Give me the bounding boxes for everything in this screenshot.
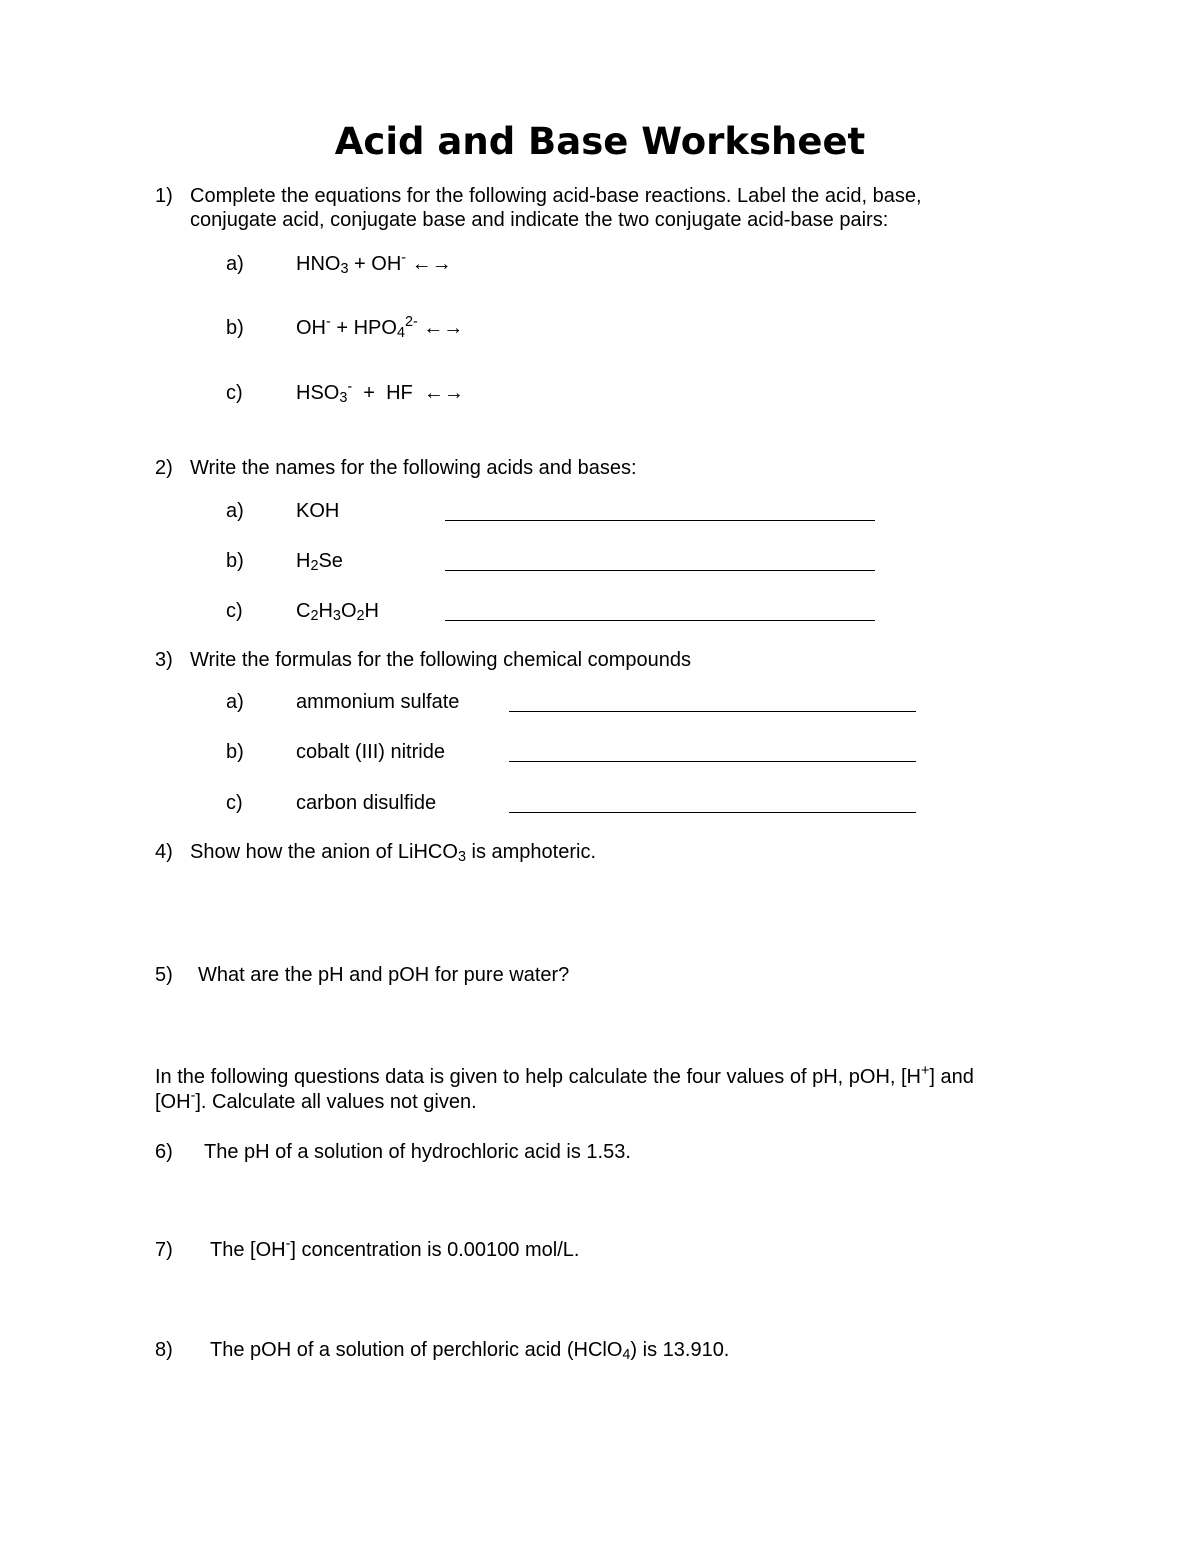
q3b-name: cobalt (III) nitride [296, 741, 445, 763]
q3c-label: c) [226, 792, 243, 814]
q1c-equation: $HSO_3^-$ + HF ←→ [296, 379, 464, 407]
q1c-label: c) [226, 382, 243, 404]
q2c-label: c) [226, 600, 243, 622]
q2a-label: a) [226, 500, 244, 522]
q3a-label: a) [226, 691, 244, 713]
q8-number: 8) [155, 1339, 173, 1361]
q6-text: The pH of a solution of hydrochloric acid is 1.53. [204, 1141, 631, 1163]
q8-text: The pOH of a solution of perchloric acid (HClO$_4$) is 13.910. [210, 1339, 730, 1364]
q1-text-line2: conjugate acid, conjugate base and indicate the two conjugate acid-base pairs: [190, 209, 889, 231]
q4-text: Show how the anion of LiHCO$_3$ is amphoteric. [190, 841, 597, 866]
q2-text: Write the names for the following acids and bases: [190, 457, 637, 479]
q2c-answer-line[interactable] [445, 619, 875, 621]
q7-text: The [OH-] concentration is 0.00100 mol/L. [210, 1236, 580, 1261]
q5-number: 5) [155, 964, 173, 986]
q4-number: 4) [155, 841, 173, 863]
intro-line1: In the following questions data is given to help calculate the four values of pH, pOH, [H+] and [155, 1063, 974, 1088]
q7-number: 7) [155, 1239, 173, 1261]
page-title: Acid and Base Worksheet [334, 120, 866, 163]
q2-number: 2) [155, 457, 173, 479]
q1b-equation: $OH^- + HPO_4^{2-}$ ←→ [296, 314, 464, 342]
q3b-answer-line[interactable] [509, 760, 916, 762]
q1a-equation: $HNO_3 + OH^-$ ←→ [296, 250, 452, 278]
q3b-label: b) [226, 741, 244, 763]
q1-number: 1) [155, 185, 173, 207]
q2b-formula: $H_2Se$ [296, 550, 343, 575]
q3-text: Write the formulas for the following chemical compounds [190, 649, 691, 671]
q3c-name: carbon disulfide [296, 792, 437, 814]
q2b-label: b) [226, 550, 244, 572]
q6-number: 6) [155, 1141, 173, 1163]
q5-text: What are the pH and pOH for pure water? [198, 964, 570, 986]
q3c-answer-line[interactable] [509, 811, 916, 813]
q3a-answer-line[interactable] [509, 710, 916, 712]
q3a-name: ammonium sulfate [296, 691, 460, 713]
q2b-answer-line[interactable] [445, 569, 875, 571]
q1a-label: a) [226, 253, 244, 275]
q1-text-line1: Complete the equations for the following acid-base reactions. Label the acid, base, [190, 185, 922, 207]
q2a-formula: KOH [296, 500, 340, 522]
q2a-answer-line[interactable] [445, 519, 875, 521]
intro-line2: [OH-]. Calculate all values not given. [155, 1088, 477, 1113]
q1b-label: b) [226, 317, 244, 339]
q2c-formula: $C_2H_3O_2H$ [296, 600, 379, 625]
q3-number: 3) [155, 649, 173, 671]
